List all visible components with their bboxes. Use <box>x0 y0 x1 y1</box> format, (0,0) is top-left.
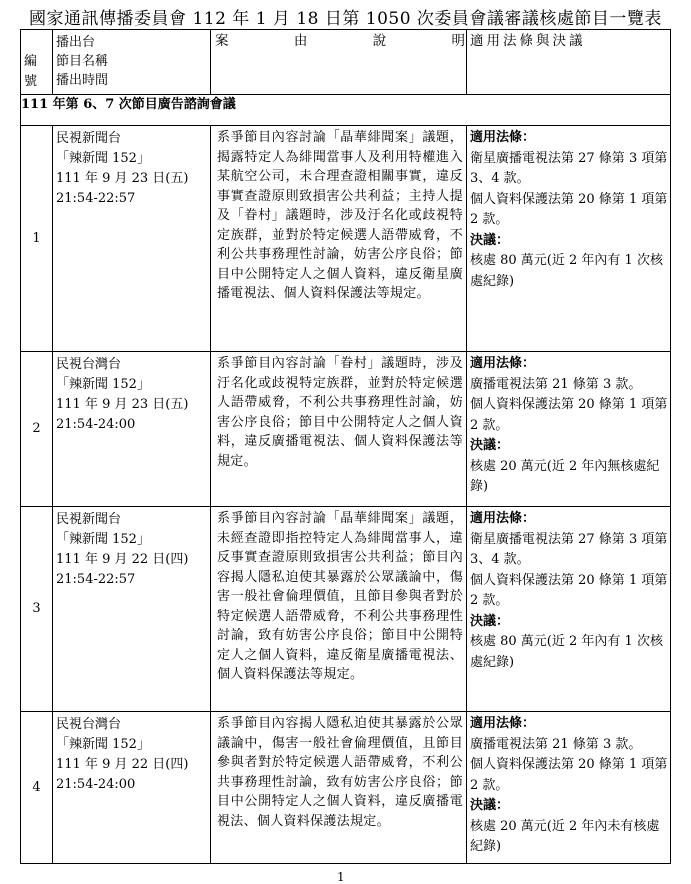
air-time: 21:54-22:57 <box>56 572 136 587</box>
decision-label: 決議： <box>470 613 510 629</box>
station-name: 民視台灣台 <box>56 717 122 732</box>
program-info <box>53 352 211 507</box>
air-date: 111 年 9 月 22 日(四) <box>56 552 189 567</box>
law-item: 廣播電視法第 21 條第 3 款。 <box>470 376 642 392</box>
section-title: 111 年第 6、7 次節目廣告諮詢會議 <box>21 95 671 126</box>
table-row <box>21 507 671 712</box>
row-number: 4 <box>21 712 53 864</box>
document-title: 國家通訊傳播委員會 112 年 1 月 18 日第 1050 次委員會議審議核處節目一覽表 <box>29 9 662 29</box>
law-item: 個人資料保護法第 20 條第 1 項第 2 款。 <box>470 572 668 608</box>
law-label: 適用法條： <box>470 130 536 145</box>
decision-text: 核處 20 萬元(近 2 年內無核處紀錄) <box>470 458 660 494</box>
program-name: 「辣新聞 152」 <box>56 737 150 752</box>
air-time: 21:54-24:00 <box>56 777 136 792</box>
header-number: 編 號 <box>21 30 53 95</box>
law-decision <box>467 507 671 712</box>
table-row <box>21 352 671 507</box>
decision-text: 核處 80 萬元(近 2 年內有 1 次核處紀錄) <box>470 253 663 289</box>
header-program: 播出台 節目名稱 播出時間 <box>53 30 211 95</box>
law-item: 廣播電視法第 21 條第 3 款。 <box>470 736 642 752</box>
decision-label: 決議： <box>470 438 510 453</box>
decision-text: 核處 20 萬元(近 2 年內未有核處紀錄) <box>470 818 660 854</box>
decision-text: 核處 80 萬元(近 2 年內有 1 次核處紀錄) <box>470 634 663 670</box>
law-item: 個人資料保護法第 20 條第 1 項第 2 款。 <box>470 757 668 793</box>
decision-table <box>20 29 671 864</box>
header-law-decision: 適用法條與決議 <box>467 30 671 95</box>
law-item: 個人資料保護法第 20 條第 1 項第 2 款。 <box>470 397 668 433</box>
law-decision <box>467 126 671 352</box>
decision-label: 決議： <box>470 798 510 813</box>
law-decision <box>467 352 671 507</box>
law-decision <box>467 712 671 864</box>
air-time: 21:54-22:57 <box>56 191 136 206</box>
law-label: 適用法條： <box>470 356 536 371</box>
law-label: 適用法條： <box>470 716 536 731</box>
row-number: 2 <box>21 352 53 507</box>
station-name: 民視新聞台 <box>56 512 122 527</box>
row-number: 3 <box>21 507 53 712</box>
program-name: 「辣新聞 152」 <box>56 532 150 547</box>
program-info <box>53 126 211 352</box>
air-date: 111 年 9 月 23 日(五) <box>56 397 189 412</box>
station-name: 民視台灣台 <box>56 357 122 372</box>
case-description: 系爭節目內容討論「晶華緋聞案」議題，揭露特定人為緋聞當事人及利用特權進入某航空公司，未合理查證相關事實，違反事實查證原則致損害公共利益；主持人提及「眷村」議題時，涉及汙名化或歧視特定族群，並對於特定候選人語帶威脅，不利公共事務理性討論，妨害公序良俗；節目中公開特定人之個人資料，違反衛星廣播電視法、個人資料保護法等規定。 <box>211 126 467 352</box>
table-row <box>21 712 671 864</box>
air-date: 111 年 9 月 23 日(五) <box>56 171 189 186</box>
program-info <box>53 507 211 712</box>
case-description: 系爭節目內容討論「晶華緋聞案」議題，未經查證即指控特定人為緋聞當事人，違反事實查證原則致損害公共利益；節目內容揭人隱私迫使其暴露於公眾議論中，傷害一般社會倫理價值，且節目參與者對於特定候選人語帶威脅，不利公共事務理性討論，致有妨害公序良俗；節目中公開特定人之個人資料，違反衛星廣播電視法、個人資料保護法等規定。 <box>211 507 467 712</box>
air-date: 111 年 9 月 22 日(四) <box>56 757 189 772</box>
case-description: 系爭節目內容揭人隱私迫使其暴露於公眾議論中，傷害一般社會倫理價值，且節目參與者對於特定候選人語帶威脅，不利公共事務理性討論，致有妨害公序良俗；節目中公開特定人之個人資料，違反廣播電視法、個人資料保護法規定。 <box>211 712 467 864</box>
decision-label: 決議： <box>470 232 510 248</box>
air-time: 21:54-24:00 <box>56 417 136 432</box>
law-label: 適用法條： <box>470 511 536 526</box>
page-number: 1 <box>337 870 345 884</box>
header-description: 案 由 說 明 <box>211 30 467 95</box>
law-item: 衛星廣播電視法第 27 條第 3 項第 3、4 款。 <box>470 150 668 186</box>
law-item: 個人資料保護法第 20 條第 1 項第 2 款。 <box>470 191 668 227</box>
program-name: 「辣新聞 152」 <box>56 377 150 392</box>
program-name: 「辣新聞 152」 <box>56 151 150 166</box>
station-name: 民視新聞台 <box>56 131 122 146</box>
case-description: 系爭節目內容討論「眷村」議題時，涉及汙名化或歧視特定族群，並對於特定候選人語帶威脅，不利公共事務理性討論，妨害公序良俗；節目中公開特定人之個人資料，違反廣播電視法、個人資料保護法等規定。 <box>211 352 467 507</box>
table-row <box>21 126 671 352</box>
section-row <box>21 95 671 126</box>
law-item: 衛星廣播電視法第 27 條第 3 項第 3、4 款。 <box>470 531 668 567</box>
row-number: 1 <box>21 126 53 352</box>
table-header-row <box>21 30 671 95</box>
program-info <box>53 712 211 864</box>
